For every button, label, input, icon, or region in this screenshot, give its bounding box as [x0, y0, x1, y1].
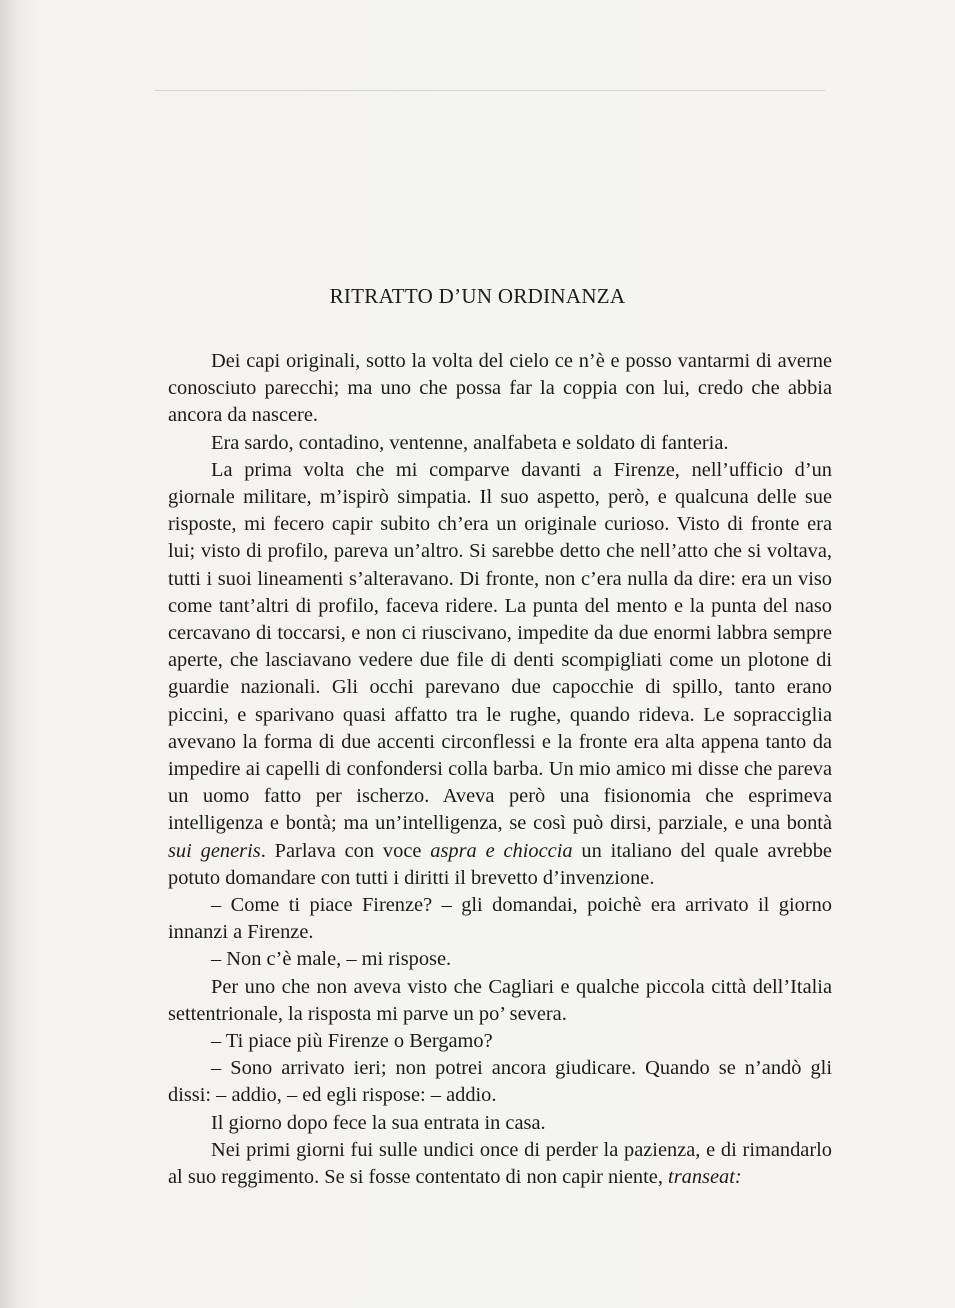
header-rule — [155, 90, 825, 91]
paragraph-7: – Ti piace più Firenze o Bergamo? — [211, 1030, 493, 1053]
paragraph-9: Il giorno dopo fece la sua entrata in casa. — [211, 1111, 546, 1134]
show-through-header — [155, 0, 845, 78]
paragraph-5: – Non c’è male, – mi rispose. — [211, 948, 452, 971]
paragraph-8: – Sono arrivato ieri; non potrei ancora giudicare. Quando se n’andò gli dissi: – addio, – ed egli rispose: – addio. — [168, 1057, 832, 1107]
paragraph-6: Per uno che non aveva visto che Cagliari e qualche piccola città dell’Italia settentrionale, la risposta mi parve un po’ severa. — [168, 975, 832, 1025]
chapter-title: RITRATTO D’UN ORDINANZA — [329, 284, 626, 308]
paragraph-2: Era sardo, contadino, ventenne, analfabeta e soldato di fanteria. — [211, 431, 729, 454]
paragraph-1: Dei capi originali, sotto la volta del cielo ce n’è e posso vantarmi di averne conosciuto parecchi; ma uno che possa far la coppia con lui, credo che abbia ancora da nascere. — [168, 350, 832, 427]
paragraph-10: Nei primi giorni fui sulle undici once di perder la pazienza, e di rimandarlo al suo reggimento. Se si fosse contentato di non capir niente, transeat: — [168, 1138, 832, 1189]
paragraph-4: – Come ti piace Firenze? – gli domandai, poichè era arrivato il giorno innanzi a Firenze. — [168, 894, 832, 944]
paragraph-3: La prima volta che mi comparve davanti a Firenze, nell’ufficio d’un giornale militare, m’ispirò simpatia. Il suo aspetto, però, e qualcuna delle sue risposte, mi fecero capir subito ch’era un originale curioso. Visto di fronte era lui; visto di profilo, pareva un’altro. Si sarebbe detto che nell’atto che si voltava, tutti i suoi lineamenti s’alteravano. Di fronte, non c’era nulla da dire: era un viso come tant’altri di profilo, faceva ridere. La punta del mento e la punta del naso cercavano di toccarsi, e non ci riuscivano, impedite da due enormi labbra sempre aperte, che lasciavano vedere due file di denti scompigliati come un plotone di guardie nazionali. Gli occhi parevano due capocchie di spillo, tanto erano piccini, e sparivano quasi affatto tra le rughe, quando rideva. Le sopracciglia avevano la forma di due accenti circonflessi e la fronte era alta appena tanto da impedire ai capelli di confondersi colla barba. Un mio amico mi disse che pareva un uomo fatto per ischerzo. Aveva però una fisionomia che esprimeva intelligenza e bontà; ma un’intelligenza, se così può dirsi, parziale, e una bontà sui generis. Parlava con voce aspra e chioccia un italiano del quale avrebbe potuto domandare con tutti i diritti il brevetto d’invenzione. — [168, 458, 832, 889]
chapter-body — [168, 348, 832, 1191]
